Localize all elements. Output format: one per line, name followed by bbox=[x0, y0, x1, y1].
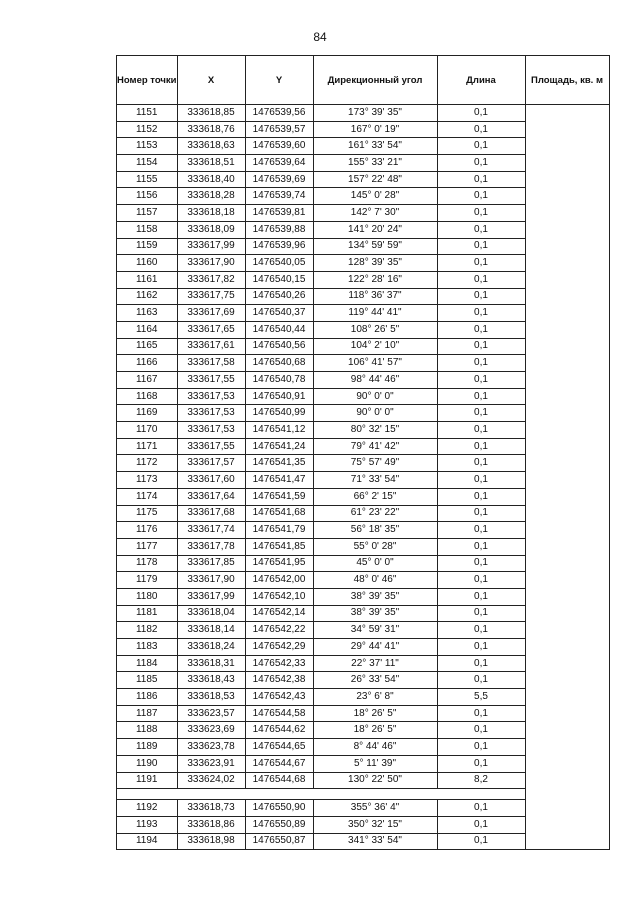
cell-point-number: 1171 bbox=[117, 438, 178, 455]
cell-direction-angle: 104° 2' 10" bbox=[313, 338, 437, 355]
cell-direction-angle: 48° 0' 46" bbox=[313, 572, 437, 589]
cell-y: 1476541,68 bbox=[245, 505, 313, 522]
cell-x: 333617,90 bbox=[177, 572, 245, 589]
cell-y: 1476539,74 bbox=[245, 188, 313, 205]
cell-x: 333617,64 bbox=[177, 488, 245, 505]
cell-x: 333617,85 bbox=[177, 555, 245, 572]
cell-direction-angle: 161° 33' 54" bbox=[313, 138, 437, 155]
cell-x: 333617,53 bbox=[177, 388, 245, 405]
cell-length: 0,1 bbox=[437, 816, 525, 833]
table-header-row bbox=[117, 56, 610, 105]
cell-direction-angle: 38° 39' 35" bbox=[313, 605, 437, 622]
cell-direction-angle: 341° 33' 54" bbox=[313, 833, 437, 850]
cell-y: 1476539,64 bbox=[245, 155, 313, 172]
cell-direction-angle: 38° 39' 35" bbox=[313, 588, 437, 605]
cell-direction-angle: 155° 33' 21" bbox=[313, 155, 437, 172]
cell-length: 0,1 bbox=[437, 739, 525, 756]
cell-length: 0,1 bbox=[437, 622, 525, 639]
cell-point-number: 1154 bbox=[117, 155, 178, 172]
cell-y: 1476544,58 bbox=[245, 705, 313, 722]
cell-length: 0,1 bbox=[437, 472, 525, 489]
cell-point-number: 1193 bbox=[117, 816, 178, 833]
cell-point-number: 1163 bbox=[117, 305, 178, 322]
cell-x: 333618,14 bbox=[177, 622, 245, 639]
cell-point-number: 1165 bbox=[117, 338, 178, 355]
cell-direction-angle: 5° 11' 39" bbox=[313, 755, 437, 772]
cell-direction-angle: 145° 0' 28" bbox=[313, 188, 437, 205]
cell-point-number: 1157 bbox=[117, 205, 178, 222]
cell-direction-angle: 55° 0' 28" bbox=[313, 538, 437, 555]
header-length: Длина bbox=[437, 56, 525, 105]
cell-y: 1476541,95 bbox=[245, 555, 313, 572]
cell-length: 0,1 bbox=[437, 755, 525, 772]
cell-point-number: 1184 bbox=[117, 655, 178, 672]
cell-y: 1476539,81 bbox=[245, 205, 313, 222]
cell-x: 333618,86 bbox=[177, 816, 245, 833]
cell-x: 333618,31 bbox=[177, 655, 245, 672]
cell-x: 333617,53 bbox=[177, 405, 245, 422]
cell-y: 1476539,60 bbox=[245, 138, 313, 155]
cell-direction-angle: 118° 36' 37" bbox=[313, 288, 437, 305]
cell-x: 333617,82 bbox=[177, 271, 245, 288]
cell-length: 0,1 bbox=[437, 488, 525, 505]
cell-y: 1476542,33 bbox=[245, 655, 313, 672]
cell-point-number: 1191 bbox=[117, 772, 178, 789]
cell-direction-angle: 106° 41' 57" bbox=[313, 355, 437, 372]
cell-direction-angle: 141° 20' 24" bbox=[313, 221, 437, 238]
cell-y: 1476541,24 bbox=[245, 438, 313, 455]
cell-length: 0,1 bbox=[437, 555, 525, 572]
cell-direction-angle: 128° 39' 35" bbox=[313, 255, 437, 272]
cell-point-number: 1172 bbox=[117, 455, 178, 472]
cell-point-number: 1181 bbox=[117, 605, 178, 622]
cell-length: 0,1 bbox=[437, 355, 525, 372]
cell-point-number: 1168 bbox=[117, 388, 178, 405]
cell-point-number: 1153 bbox=[117, 138, 178, 155]
cell-point-number: 1177 bbox=[117, 538, 178, 555]
cell-length: 0,1 bbox=[437, 271, 525, 288]
cell-y: 1476550,90 bbox=[245, 800, 313, 817]
cell-y: 1476540,99 bbox=[245, 405, 313, 422]
cell-x: 333623,57 bbox=[177, 705, 245, 722]
cell-x: 333618,04 bbox=[177, 605, 245, 622]
cell-length: 0,1 bbox=[437, 188, 525, 205]
gap-cell bbox=[117, 789, 526, 800]
cell-length: 0,1 bbox=[437, 538, 525, 555]
cell-length: 0,1 bbox=[437, 221, 525, 238]
cell-direction-angle: 61° 23' 22" bbox=[313, 505, 437, 522]
cell-direction-angle: 29° 44' 41" bbox=[313, 639, 437, 656]
header-y: Y bbox=[245, 56, 313, 105]
cell-length: 5,5 bbox=[437, 689, 525, 706]
cell-point-number: 1178 bbox=[117, 555, 178, 572]
cell-point-number: 1192 bbox=[117, 800, 178, 817]
cell-direction-angle: 130° 22' 50" bbox=[313, 772, 437, 789]
cell-length: 0,1 bbox=[437, 288, 525, 305]
cell-y: 1476541,35 bbox=[245, 455, 313, 472]
cell-length: 0,1 bbox=[437, 705, 525, 722]
cell-point-number: 1152 bbox=[117, 121, 178, 138]
cell-direction-angle: 90° 0' 0" bbox=[313, 388, 437, 405]
cell-y: 1476541,12 bbox=[245, 422, 313, 439]
cell-length: 0,1 bbox=[437, 155, 525, 172]
cell-x: 333617,61 bbox=[177, 338, 245, 355]
table-row bbox=[117, 105, 610, 122]
cell-y: 1476539,88 bbox=[245, 221, 313, 238]
cell-y: 1476544,65 bbox=[245, 739, 313, 756]
cell-point-number: 1155 bbox=[117, 171, 178, 188]
cell-length: 0,1 bbox=[437, 338, 525, 355]
cell-x: 333618,28 bbox=[177, 188, 245, 205]
cell-point-number: 1159 bbox=[117, 238, 178, 255]
cell-y: 1476541,47 bbox=[245, 472, 313, 489]
cell-y: 1476540,91 bbox=[245, 388, 313, 405]
cell-x: 333618,53 bbox=[177, 689, 245, 706]
cell-y: 1476550,89 bbox=[245, 816, 313, 833]
cell-point-number: 1173 bbox=[117, 472, 178, 489]
cell-y: 1476541,59 bbox=[245, 488, 313, 505]
cell-x: 333617,68 bbox=[177, 505, 245, 522]
cell-length: 0,1 bbox=[437, 639, 525, 656]
page-number: 84 bbox=[313, 30, 327, 44]
cell-direction-angle: 157° 22' 48" bbox=[313, 171, 437, 188]
cell-direction-angle: 56° 18' 35" bbox=[313, 522, 437, 539]
coordinates-table bbox=[116, 55, 610, 850]
cell-length: 0,1 bbox=[437, 238, 525, 255]
header-direction-angle: Дирекционный угол bbox=[313, 56, 437, 105]
cell-length: 0,1 bbox=[437, 321, 525, 338]
cell-point-number: 1156 bbox=[117, 188, 178, 205]
cell-y: 1476540,15 bbox=[245, 271, 313, 288]
cell-point-number: 1194 bbox=[117, 833, 178, 850]
cell-direction-angle: 45° 0' 0" bbox=[313, 555, 437, 572]
cell-direction-angle: 167° 0' 19" bbox=[313, 121, 437, 138]
cell-direction-angle: 66° 2' 15" bbox=[313, 488, 437, 505]
cell-y: 1476540,26 bbox=[245, 288, 313, 305]
cell-point-number: 1182 bbox=[117, 622, 178, 639]
header-area: Площадь, кв. м bbox=[525, 56, 609, 105]
cell-x: 333617,75 bbox=[177, 288, 245, 305]
cell-x: 333617,60 bbox=[177, 472, 245, 489]
cell-x: 333618,09 bbox=[177, 221, 245, 238]
cell-direction-angle: 22° 37' 11" bbox=[313, 655, 437, 672]
cell-x: 333617,69 bbox=[177, 305, 245, 322]
cell-y: 1476539,57 bbox=[245, 121, 313, 138]
cell-x: 333623,69 bbox=[177, 722, 245, 739]
cell-length: 0,1 bbox=[437, 572, 525, 589]
cell-point-number: 1190 bbox=[117, 755, 178, 772]
cell-x: 333618,40 bbox=[177, 171, 245, 188]
cell-length: 0,1 bbox=[437, 522, 525, 539]
cell-direction-angle: 79° 41' 42" bbox=[313, 438, 437, 455]
cell-length: 0,1 bbox=[437, 605, 525, 622]
cell-length: 0,1 bbox=[437, 255, 525, 272]
cell-x: 333617,58 bbox=[177, 355, 245, 372]
header-point-number: Номер точки bbox=[117, 56, 178, 105]
table-body bbox=[117, 105, 610, 850]
cell-x: 333618,76 bbox=[177, 121, 245, 138]
cell-y: 1476539,56 bbox=[245, 105, 313, 122]
cell-length: 0,1 bbox=[437, 438, 525, 455]
cell-direction-angle: 75° 57' 49" bbox=[313, 455, 437, 472]
cell-length: 0,1 bbox=[437, 722, 525, 739]
cell-y: 1476540,05 bbox=[245, 255, 313, 272]
cell-direction-angle: 8° 44' 46" bbox=[313, 739, 437, 756]
cell-point-number: 1180 bbox=[117, 588, 178, 605]
cell-length: 0,1 bbox=[437, 422, 525, 439]
cell-point-number: 1174 bbox=[117, 488, 178, 505]
cell-y: 1476544,62 bbox=[245, 722, 313, 739]
cell-y: 1476540,44 bbox=[245, 321, 313, 338]
cell-y: 1476544,67 bbox=[245, 755, 313, 772]
header-x: X bbox=[177, 56, 245, 105]
cell-length: 0,1 bbox=[437, 655, 525, 672]
cell-y: 1476542,00 bbox=[245, 572, 313, 589]
cell-point-number: 1166 bbox=[117, 355, 178, 372]
cell-y: 1476542,43 bbox=[245, 689, 313, 706]
cell-x: 333618,18 bbox=[177, 205, 245, 222]
cell-y: 1476542,22 bbox=[245, 622, 313, 639]
cell-x: 333623,78 bbox=[177, 739, 245, 756]
cell-x: 333617,55 bbox=[177, 372, 245, 389]
cell-length: 8,2 bbox=[437, 772, 525, 789]
cell-point-number: 1183 bbox=[117, 639, 178, 656]
cell-point-number: 1158 bbox=[117, 221, 178, 238]
cell-point-number: 1187 bbox=[117, 705, 178, 722]
cell-x: 333617,55 bbox=[177, 438, 245, 455]
cell-x: 333618,85 bbox=[177, 105, 245, 122]
cell-length: 0,1 bbox=[437, 171, 525, 188]
cell-length: 0,1 bbox=[437, 833, 525, 850]
cell-y: 1476550,87 bbox=[245, 833, 313, 850]
cell-direction-angle: 350° 32' 15" bbox=[313, 816, 437, 833]
cell-x: 333623,91 bbox=[177, 755, 245, 772]
cell-direction-angle: 355° 36' 4" bbox=[313, 800, 437, 817]
cell-x: 333617,90 bbox=[177, 255, 245, 272]
cell-point-number: 1176 bbox=[117, 522, 178, 539]
cell-direction-angle: 71° 33' 54" bbox=[313, 472, 437, 489]
cell-length: 0,1 bbox=[437, 372, 525, 389]
cell-direction-angle: 90° 0' 0" bbox=[313, 405, 437, 422]
cell-y: 1476541,85 bbox=[245, 538, 313, 555]
cell-point-number: 1170 bbox=[117, 422, 178, 439]
cell-y: 1476540,56 bbox=[245, 338, 313, 355]
cell-direction-angle: 122° 28' 16" bbox=[313, 271, 437, 288]
cell-direction-angle: 108° 26' 5" bbox=[313, 321, 437, 338]
cell-length: 0,1 bbox=[437, 672, 525, 689]
cell-direction-angle: 80° 32' 15" bbox=[313, 422, 437, 439]
cell-length: 0,1 bbox=[437, 505, 525, 522]
cell-y: 1476540,78 bbox=[245, 372, 313, 389]
cell-point-number: 1189 bbox=[117, 739, 178, 756]
cell-direction-angle: 18° 26' 5" bbox=[313, 705, 437, 722]
cell-direction-angle: 34° 59' 31" bbox=[313, 622, 437, 639]
cell-y: 1476540,37 bbox=[245, 305, 313, 322]
cell-direction-angle: 98° 44' 46" bbox=[313, 372, 437, 389]
cell-y: 1476539,69 bbox=[245, 171, 313, 188]
cell-x: 333624,02 bbox=[177, 772, 245, 789]
cell-x: 333618,98 bbox=[177, 833, 245, 850]
cell-point-number: 1160 bbox=[117, 255, 178, 272]
cell-length: 0,1 bbox=[437, 138, 525, 155]
cell-y: 1476542,38 bbox=[245, 672, 313, 689]
cell-point-number: 1169 bbox=[117, 405, 178, 422]
cell-x: 333617,78 bbox=[177, 538, 245, 555]
cell-x: 333618,43 bbox=[177, 672, 245, 689]
cell-area bbox=[525, 105, 609, 850]
cell-direction-angle: 173° 39' 35" bbox=[313, 105, 437, 122]
cell-length: 0,1 bbox=[437, 800, 525, 817]
cell-length: 0,1 bbox=[437, 205, 525, 222]
cell-length: 0,1 bbox=[437, 121, 525, 138]
cell-x: 333617,99 bbox=[177, 588, 245, 605]
cell-point-number: 1188 bbox=[117, 722, 178, 739]
cell-x: 333617,74 bbox=[177, 522, 245, 539]
cell-x: 333617,53 bbox=[177, 422, 245, 439]
cell-x: 333618,73 bbox=[177, 800, 245, 817]
cell-y: 1476542,10 bbox=[245, 588, 313, 605]
cell-direction-angle: 142° 7' 30" bbox=[313, 205, 437, 222]
cell-y: 1476540,68 bbox=[245, 355, 313, 372]
cell-point-number: 1151 bbox=[117, 105, 178, 122]
cell-point-number: 1167 bbox=[117, 372, 178, 389]
cell-x: 333617,65 bbox=[177, 321, 245, 338]
cell-y: 1476539,96 bbox=[245, 238, 313, 255]
cell-length: 0,1 bbox=[437, 105, 525, 122]
cell-y: 1476544,68 bbox=[245, 772, 313, 789]
cell-x: 333618,24 bbox=[177, 639, 245, 656]
cell-point-number: 1179 bbox=[117, 572, 178, 589]
cell-y: 1476542,29 bbox=[245, 639, 313, 656]
cell-direction-angle: 119° 44' 41" bbox=[313, 305, 437, 322]
cell-point-number: 1161 bbox=[117, 271, 178, 288]
cell-length: 0,1 bbox=[437, 305, 525, 322]
cell-length: 0,1 bbox=[437, 388, 525, 405]
cell-x: 333618,63 bbox=[177, 138, 245, 155]
cell-x: 333617,57 bbox=[177, 455, 245, 472]
cell-x: 333617,99 bbox=[177, 238, 245, 255]
cell-x: 333618,51 bbox=[177, 155, 245, 172]
cell-length: 0,1 bbox=[437, 455, 525, 472]
cell-direction-angle: 23° 6' 8" bbox=[313, 689, 437, 706]
cell-direction-angle: 134° 59' 59" bbox=[313, 238, 437, 255]
cell-point-number: 1186 bbox=[117, 689, 178, 706]
cell-y: 1476542,14 bbox=[245, 605, 313, 622]
cell-point-number: 1175 bbox=[117, 505, 178, 522]
cell-point-number: 1162 bbox=[117, 288, 178, 305]
cell-direction-angle: 18° 26' 5" bbox=[313, 722, 437, 739]
cell-direction-angle: 26° 33' 54" bbox=[313, 672, 437, 689]
cell-point-number: 1164 bbox=[117, 321, 178, 338]
cell-length: 0,1 bbox=[437, 588, 525, 605]
cell-y: 1476541,79 bbox=[245, 522, 313, 539]
cell-length: 0,1 bbox=[437, 405, 525, 422]
cell-point-number: 1185 bbox=[117, 672, 178, 689]
